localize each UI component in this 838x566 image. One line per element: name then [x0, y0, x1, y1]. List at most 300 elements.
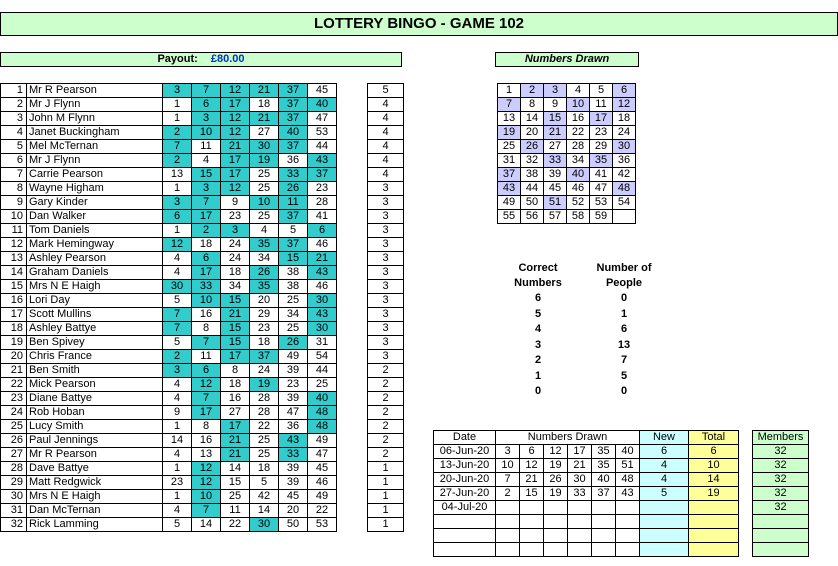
player-number: 22 [221, 518, 250, 532]
player-number: 18 [250, 462, 279, 476]
player-name: Dan McTernan [27, 504, 163, 518]
stats-correct: 3 [534, 338, 542, 351]
player-number: 16 [192, 308, 221, 322]
player-index: 31 [1, 504, 27, 518]
history-number: 37 [592, 487, 616, 501]
history-number: 12 [544, 445, 568, 459]
history-number: 43 [616, 487, 640, 501]
player-name: Chris France [27, 350, 163, 364]
player-number: 37 [279, 210, 308, 224]
history-number [568, 529, 592, 543]
drawn-cell: 53 [590, 196, 613, 210]
count-row [368, 518, 404, 532]
player-number: 23 [163, 476, 192, 490]
correct-count: 3 [368, 252, 404, 266]
player-number: 3 [163, 196, 192, 210]
player-number: 25 [308, 378, 337, 392]
history-members [753, 529, 809, 543]
stats-people: 7 [620, 354, 628, 366]
player-number: 12 [192, 462, 221, 476]
player-number: 31 [308, 336, 337, 350]
player-index: 10 [1, 210, 27, 224]
player-name: Mrs N E Haigh [27, 280, 163, 294]
history-gap [739, 543, 753, 557]
history-number: 35 [592, 459, 616, 473]
correct-count: 1 [368, 518, 404, 532]
history-date [434, 515, 496, 529]
player-number: 35 [250, 280, 279, 294]
correct-count: 3 [368, 182, 404, 196]
player-number: 36 [279, 154, 308, 168]
drawn-cell: 48 [613, 182, 636, 196]
player-number: 7 [163, 322, 192, 336]
player-row [1, 98, 337, 112]
player-row [1, 308, 337, 322]
player-number: 5 [250, 476, 279, 490]
stats-people: 1 [620, 307, 628, 320]
player-row [1, 504, 337, 518]
correct-count: 4 [368, 98, 404, 112]
player-number: 45 [308, 84, 337, 98]
history-new [640, 529, 689, 543]
drawn-cell: 55 [498, 210, 521, 224]
payout-bar [0, 52, 402, 67]
drawn-cell: 57 [544, 210, 567, 224]
player-number: 6 [192, 98, 221, 112]
player-number: 24 [250, 364, 279, 378]
history-new [640, 501, 689, 515]
player-number: 25 [250, 182, 279, 196]
player-index: 2 [1, 98, 27, 112]
correct-count: 2 [368, 364, 404, 378]
player-name: Mr R Pearson [27, 448, 163, 462]
history-number: 12 [520, 459, 544, 473]
player-number: 11 [221, 504, 250, 518]
drawn-cell: 52 [567, 196, 590, 210]
player-number: 47 [308, 448, 337, 462]
count-row [368, 476, 404, 490]
stats-h1: Correct [518, 262, 558, 274]
player-number: 8 [192, 420, 221, 434]
player-number: 21 [221, 434, 250, 448]
history-number: 7 [496, 473, 520, 487]
player-number: 4 [192, 154, 221, 168]
correct-count: 3 [368, 336, 404, 350]
history-row [434, 501, 809, 515]
player-number: 44 [308, 140, 337, 154]
player-number: 15 [221, 322, 250, 336]
history-number: 2 [496, 487, 520, 501]
player-row [1, 224, 337, 238]
player-index: 8 [1, 182, 27, 196]
history-members: 32 [753, 487, 809, 501]
player-row [1, 126, 337, 140]
count-row [368, 140, 404, 154]
player-index: 30 [1, 490, 27, 504]
player-number: 18 [221, 378, 250, 392]
stats-people: 13 [617, 338, 631, 351]
player-number: 33 [279, 448, 308, 462]
correct-count: 1 [368, 462, 404, 476]
player-number: 6 [163, 210, 192, 224]
player-number: 18 [192, 238, 221, 252]
count-row [368, 84, 404, 98]
player-number: 18 [221, 266, 250, 280]
player-number: 23 [308, 182, 337, 196]
drawn-cell: 6 [613, 84, 636, 98]
history-gap [739, 501, 753, 515]
player-name: Mr J Flynn [27, 154, 163, 168]
player-index: 1 [1, 84, 27, 98]
player-name: Ben Smith [27, 364, 163, 378]
player-number: 20 [279, 504, 308, 518]
player-number: 25 [250, 448, 279, 462]
player-row [1, 168, 337, 182]
player-number: 21 [221, 448, 250, 462]
player-number: 39 [279, 364, 308, 378]
player-index: 18 [1, 322, 27, 336]
history-new: 4 [640, 473, 689, 487]
stats-correct: 6 [534, 292, 542, 304]
drawn-cell: 24 [613, 126, 636, 140]
player-row [1, 210, 337, 224]
player-number: 25 [221, 490, 250, 504]
player-number: 49 [308, 490, 337, 504]
correct-count: 1 [368, 504, 404, 518]
history-number [520, 543, 544, 557]
player-number: 28 [250, 406, 279, 420]
player-number: 25 [279, 322, 308, 336]
count-row [368, 294, 404, 308]
drawn-cell: 8 [521, 98, 544, 112]
drawn-cell: 41 [590, 168, 613, 182]
payout-value: £80.00 [210, 53, 245, 65]
correct-count: 2 [368, 378, 404, 392]
player-index: 4 [1, 126, 27, 140]
player-name: Rick Lamming [27, 518, 163, 532]
player-name: Paul Jennings [27, 434, 163, 448]
drawn-cell: 43 [498, 182, 521, 196]
player-number: 48 [308, 420, 337, 434]
player-name: Ashley Battye [27, 322, 163, 336]
drawn-cell: 19 [498, 126, 521, 140]
history-number: 35 [592, 445, 616, 459]
player-number: 28 [308, 196, 337, 210]
player-number: 17 [221, 98, 250, 112]
count-row [368, 364, 404, 378]
history-members: 32 [753, 445, 809, 459]
stats-people: 0 [620, 292, 628, 304]
player-number: 7 [192, 336, 221, 350]
player-row [1, 238, 337, 252]
player-number: 14 [163, 434, 192, 448]
player-row [1, 252, 337, 266]
player-name: Dan Walker [27, 210, 163, 224]
player-number: 7 [192, 392, 221, 406]
drawn-cell: 29 [590, 140, 613, 154]
count-row [368, 266, 404, 280]
history-new: 6 [640, 445, 689, 459]
player-number: 21 [221, 308, 250, 322]
player-number: 40 [279, 126, 308, 140]
history-total: 14 [689, 473, 739, 487]
player-row [1, 336, 337, 350]
correct-count: 4 [368, 168, 404, 182]
player-number: 17 [192, 210, 221, 224]
drawn-cell: 39 [544, 168, 567, 182]
player-row [1, 406, 337, 420]
history-new [640, 543, 689, 557]
player-number: 3 [163, 84, 192, 98]
history-gap [739, 529, 753, 543]
player-number: 6 [308, 224, 337, 238]
history-number [496, 501, 520, 515]
correct-count: 2 [368, 406, 404, 420]
player-number: 1 [163, 112, 192, 126]
player-index: 23 [1, 392, 27, 406]
history-number: 6 [520, 445, 544, 459]
drawn-cell: 15 [544, 112, 567, 126]
player-number: 49 [279, 350, 308, 364]
drawn-cell: 33 [544, 154, 567, 168]
drawn-cell: 35 [590, 154, 613, 168]
player-number: 15 [221, 294, 250, 308]
stats-row [497, 307, 677, 323]
stats-people: 5 [620, 369, 628, 382]
drawn-cell: 25 [498, 140, 521, 154]
player-number: 1 [163, 490, 192, 504]
player-number: 41 [308, 210, 337, 224]
player-name: Carrie Pearson [27, 168, 163, 182]
stats-correct: 2 [534, 354, 542, 366]
history-gap [739, 487, 753, 501]
player-number: 43 [308, 308, 337, 322]
player-name: Gary Kinder [27, 196, 163, 210]
stats-correct: 0 [534, 385, 542, 397]
history-row [434, 445, 809, 459]
player-number: 8 [221, 364, 250, 378]
drawn-cell: 50 [521, 196, 544, 210]
history-number [616, 501, 640, 515]
count-row [368, 378, 404, 392]
drawn-cell: 32 [521, 154, 544, 168]
player-number: 23 [221, 210, 250, 224]
stats-header-correct [497, 262, 579, 289]
numbers-drawn-title: Numbers Drawn [495, 52, 639, 67]
player-number: 5 [279, 224, 308, 238]
player-number: 4 [250, 224, 279, 238]
history-new: 4 [640, 459, 689, 473]
history-gap [739, 473, 753, 487]
count-row [368, 392, 404, 406]
player-number: 10 [250, 196, 279, 210]
page-title: LOTTERY BINGO - GAME 102 [0, 12, 838, 36]
player-number: 15 [192, 168, 221, 182]
player-number: 4 [163, 392, 192, 406]
player-row [1, 434, 337, 448]
drawn-cell: 34 [567, 154, 590, 168]
player-number: 34 [279, 308, 308, 322]
player-number: 47 [308, 112, 337, 126]
history-number [616, 515, 640, 529]
player-name: Mel McTernan [27, 140, 163, 154]
player-row [1, 84, 337, 98]
history-number [568, 543, 592, 557]
player-number: 46 [308, 280, 337, 294]
drawn-cell: 42 [613, 168, 636, 182]
correct-count: 3 [368, 210, 404, 224]
count-row [368, 238, 404, 252]
history-number [520, 529, 544, 543]
history-date: 04-Jul-20 [434, 501, 496, 515]
drawn-cell: 7 [498, 98, 521, 112]
player-number: 34 [221, 280, 250, 294]
player-number: 10 [192, 294, 221, 308]
player-number: 38 [279, 280, 308, 294]
player-number: 4 [163, 252, 192, 266]
player-index: 19 [1, 336, 27, 350]
history-number: 21 [568, 459, 592, 473]
drawn-cell: 3 [544, 84, 567, 98]
drawn-cell: 2 [521, 84, 544, 98]
history-header-total: Total [689, 431, 739, 445]
player-number: 29 [250, 308, 279, 322]
player-number: 21 [221, 140, 250, 154]
correct-count: 3 [368, 308, 404, 322]
history-number [496, 543, 520, 557]
drawn-row [498, 126, 636, 140]
drawn-cell: 17 [590, 112, 613, 126]
player-row [1, 462, 337, 476]
player-row [1, 392, 337, 406]
drawn-cell: 56 [521, 210, 544, 224]
player-number: 6 [192, 252, 221, 266]
player-number: 40 [308, 392, 337, 406]
player-number: 2 [163, 126, 192, 140]
player-number: 53 [308, 126, 337, 140]
player-number: 14 [221, 462, 250, 476]
player-number: 4 [163, 378, 192, 392]
stats-h1b: Numbers [514, 277, 562, 289]
count-row [368, 252, 404, 266]
drawn-cell: 28 [567, 140, 590, 154]
player-row [1, 280, 337, 294]
player-row [1, 476, 337, 490]
history-number [544, 529, 568, 543]
history-gap [739, 445, 753, 459]
player-name: Mark Hemingway [27, 238, 163, 252]
history-date [434, 529, 496, 543]
player-number: 9 [163, 406, 192, 420]
correct-count: 2 [368, 448, 404, 462]
history-number [568, 501, 592, 515]
player-number: 4 [163, 266, 192, 280]
player-index: 24 [1, 406, 27, 420]
player-number: 18 [250, 98, 279, 112]
player-number: 37 [279, 140, 308, 154]
player-number: 23 [279, 378, 308, 392]
player-number: 13 [163, 168, 192, 182]
player-index: 6 [1, 154, 27, 168]
player-number: 15 [221, 476, 250, 490]
player-number: 20 [250, 294, 279, 308]
history-header-new: New [640, 431, 689, 445]
player-number: 46 [308, 476, 337, 490]
player-number: 17 [192, 266, 221, 280]
player-number: 40 [308, 98, 337, 112]
history-number: 40 [616, 445, 640, 459]
drawn-cell: 13 [498, 112, 521, 126]
player-number: 43 [279, 434, 308, 448]
player-number: 2 [192, 224, 221, 238]
history-new [640, 515, 689, 529]
drawn-cell: 47 [590, 182, 613, 196]
player-index: 26 [1, 434, 27, 448]
player-number: 12 [221, 182, 250, 196]
player-name: Tom Daniels [27, 224, 163, 238]
history-number: 3 [496, 445, 520, 459]
player-number: 35 [250, 238, 279, 252]
history-number: 26 [544, 473, 568, 487]
history-new: 5 [640, 487, 689, 501]
player-number: 26 [279, 182, 308, 196]
correct-count: 4 [368, 112, 404, 126]
player-number: 37 [279, 84, 308, 98]
history-number [544, 515, 568, 529]
history-number: 15 [520, 487, 544, 501]
player-number: 33 [192, 280, 221, 294]
stats-row [497, 338, 677, 354]
player-number: 30 [163, 280, 192, 294]
player-row [1, 140, 337, 154]
count-row [368, 406, 404, 420]
player-number: 45 [279, 490, 308, 504]
drawn-cell: 18 [613, 112, 636, 126]
history-number [544, 543, 568, 557]
player-number: 44 [308, 364, 337, 378]
count-row [368, 196, 404, 210]
player-number: 10 [192, 490, 221, 504]
player-index: 25 [1, 420, 27, 434]
player-row [1, 196, 337, 210]
count-row [368, 350, 404, 364]
player-number: 46 [308, 238, 337, 252]
player-number: 5 [163, 294, 192, 308]
drawn-cell: 49 [498, 196, 521, 210]
player-number: 11 [192, 140, 221, 154]
player-number: 2 [163, 350, 192, 364]
correct-count: 3 [368, 280, 404, 294]
count-row [368, 280, 404, 294]
drawn-row [498, 210, 636, 224]
player-number: 4 [163, 504, 192, 518]
history-header-date: Date [434, 431, 496, 445]
count-row [368, 168, 404, 182]
stats-row [497, 384, 677, 400]
count-row [368, 462, 404, 476]
player-index: 12 [1, 238, 27, 252]
drawn-row [498, 196, 636, 210]
drawn-cell: 59 [590, 210, 613, 224]
stats-row [497, 353, 677, 369]
player-number: 7 [192, 504, 221, 518]
player-name: Mr J Flynn [27, 98, 163, 112]
history-date: 06-Jun-20 [434, 445, 496, 459]
player-number: 3 [163, 364, 192, 378]
player-number: 14 [192, 518, 221, 532]
count-row [368, 98, 404, 112]
player-name: Diane Battye [27, 392, 163, 406]
